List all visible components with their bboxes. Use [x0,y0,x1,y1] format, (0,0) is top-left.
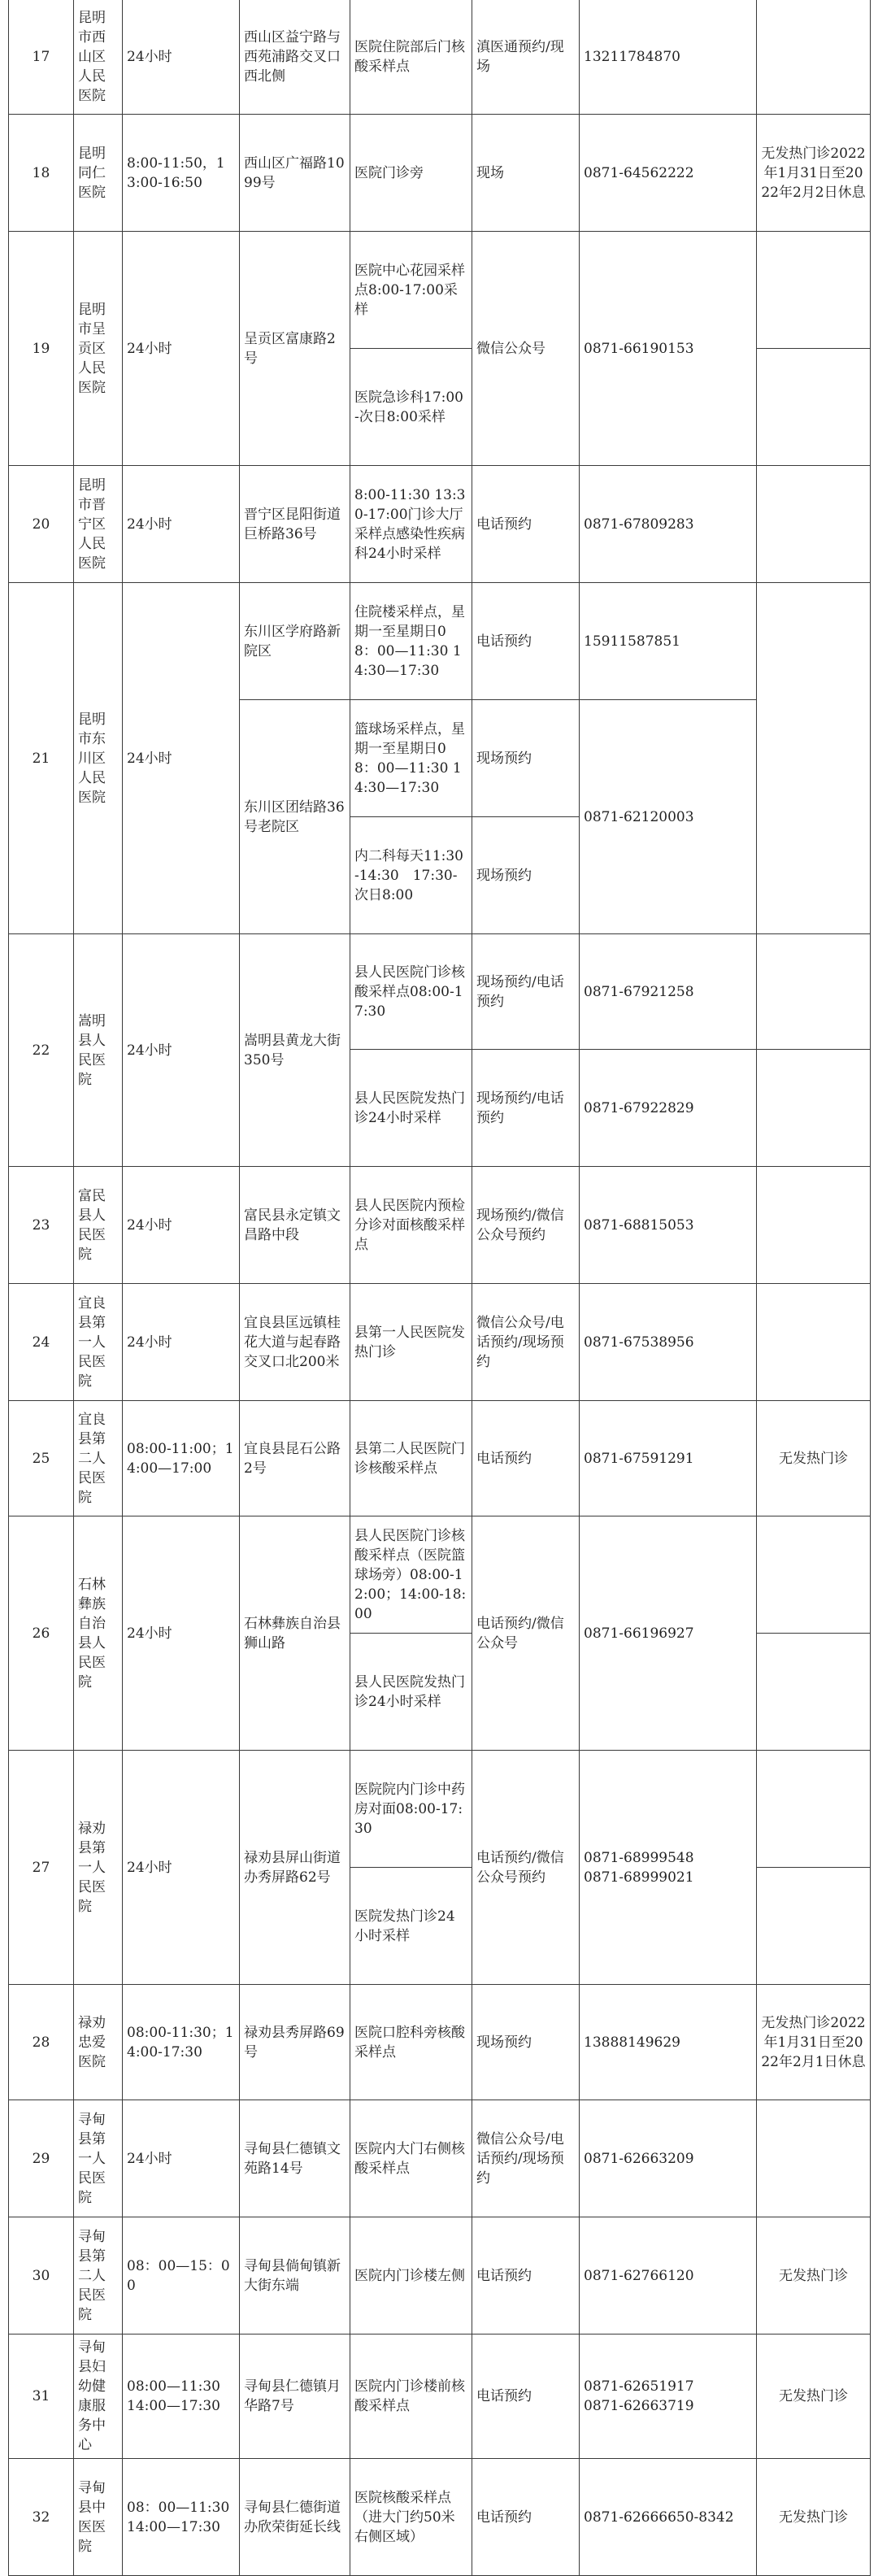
notes [757,232,871,349]
phone: 13211784870 [580,0,757,115]
notes: 无发热门诊 [757,2459,871,2576]
booking-method: 电话预约/微信公众号预约 [472,1751,580,1985]
address: 东川区团结路36号老院区 [240,700,350,934]
booking-method: 滇医通预约/现场 [472,0,580,115]
sampling-point: 医院门诊旁 [350,115,472,232]
row-number: 22 [9,934,74,1167]
hospital-name: 富民县人民医院 [74,1167,123,1284]
table-row [9,1751,871,1868]
phone [580,2334,757,2459]
booking-method: 现场 [472,115,580,232]
table-row [9,115,871,232]
row-number: 29 [9,2100,74,2217]
address: 宜良县匡远镇桂花大道与起春路交叉口北200米 [240,1284,350,1401]
testing-sites-table [8,0,871,2576]
address: 寻甸县仁德镇月华路7号 [240,2334,350,2459]
sampling-point: 县第二人民医院门诊核酸采样点 [350,1401,472,1516]
hospital-name: 宜良县第二人民医院 [74,1401,123,1516]
notes [757,466,871,583]
table-row [9,583,871,700]
booking-method: 微信公众号 [472,232,580,466]
table-row [9,2334,871,2459]
phone: 0871-62666650-8342 [580,2459,757,2576]
row-number: 26 [9,1516,74,1751]
sampling-point: 县人民医院发热门诊24小时采样 [350,1634,472,1751]
row-number: 19 [9,232,74,466]
notes: 无发热门诊2022年1月31日至2022年2月1日休息 [757,1985,871,2100]
booking-method: 电话预约/微信公众号 [472,1516,580,1751]
booking-method: 电话预约 [472,2334,580,2459]
service-hours [123,2459,240,2576]
sampling-point: 医院内大门右侧核酸采样点 [350,2100,472,2217]
service-hours: 08：00—15：00 [123,2217,240,2334]
phone-numbers: 0871-68999548 0871-68999021 [584,1849,694,1886]
address: 禄劝县秀屏路69号 [240,1985,350,2100]
row-number: 17 [9,0,74,115]
booking-method: 电话预约 [472,1401,580,1516]
sampling-point: 医院口腔科旁核酸采样点 [350,1985,472,2100]
table-row [9,0,871,115]
booking-method: 电话预约 [472,2459,580,2576]
row-number: 21 [9,583,74,934]
hospital-name: 昆明市晋宁区人民医院 [74,466,123,583]
hospital-name: 昆明市呈贡区人民医院 [74,232,123,466]
phone: 0871-67538956 [580,1284,757,1401]
notes [757,583,871,934]
row-number: 20 [9,466,74,583]
service-hours: 08:00-11:30；14:00-17:30 [123,1985,240,2100]
service-hours: 24小时 [123,1751,240,1985]
row-number: 24 [9,1284,74,1401]
address: 禄劝县屏山街道办秀屏路62号 [240,1751,350,1985]
booking-method: 现场预约 [472,700,580,817]
hospital-name: 寻甸县中医医院 [74,2459,123,2576]
row-number: 25 [9,1401,74,1516]
phone: 0871-66196927 [580,1516,757,1751]
booking-method: 微信公众号/电话预约/现场预约 [472,1284,580,1401]
booking-method: 现场预约 [472,1985,580,2100]
booking-method: 电话预约 [472,466,580,583]
sampling-point: 县人民医院发热门诊24小时采样 [350,1050,472,1167]
phone: 0871-67922829 [580,1050,757,1167]
sampling-point: 内二科每天11:30-14:30 17:30-次日8:00 [350,817,472,934]
service-hours: 24小时 [123,583,240,934]
sampling-point: 县人民医院内预检分诊对面核酸采样点 [350,1167,472,1284]
hospital-name: 石林彝族自治县人民医院 [74,1516,123,1751]
sampling-point: 医院院内门诊中药房对面08:00-17:30 [350,1751,472,1868]
notes: 无发热门诊 [757,2217,871,2334]
sampling-point: 医院内门诊楼左侧 [350,2217,472,2334]
row-number: 18 [9,115,74,232]
table-row [9,2100,871,2217]
row-number: 23 [9,1167,74,1284]
address: 西山区益宁路与西苑浦路交叉口西北侧 [240,0,350,115]
hospital-name: 昆明市西山区人民医院 [74,0,123,115]
notes [757,1284,871,1401]
notes [757,1167,871,1284]
sampling-point: 县人民医院门诊核酸采样点（医院篮球场旁）08:00-12:00；14:00-18:00 [350,1516,472,1634]
table-row [9,1516,871,1634]
hospital-name: 宜良县第一人民医院 [74,1284,123,1401]
phone: 0871-62120003 [580,700,757,934]
notes: 无发热门诊 [757,1401,871,1516]
notes [757,0,871,115]
phone: 0871-66190153 [580,232,757,466]
sampling-point: 县第一人民医院发热门诊 [350,1284,472,1401]
service-hours: 24小时 [123,934,240,1167]
service-hours: 24小时 [123,1284,240,1401]
address: 寻甸县仁德街道办欣荣街延长线 [240,2459,350,2576]
sampling-point: 医院发热门诊24小时采样 [350,1868,472,1985]
service-hours: 24小时 [123,1167,240,1284]
address: 晋宁区昆阳街道巨桥路36号 [240,466,350,583]
service-hours: 24小时 [123,232,240,466]
notes [757,1050,871,1167]
sampling-point: 医院中心花园采样点8:00-17:00采样 [350,232,472,349]
sampling-point: 医院内门诊楼前核酸采样点 [350,2334,472,2459]
notes [757,1751,871,1868]
notes: 无发热门诊2022年1月31日至2022年2月2日休息 [757,115,871,232]
hospital-name: 禄劝忠爱医院 [74,1985,123,2100]
hospital-name: 昆明同仁医院 [74,115,123,232]
sampling-point: 县人民医院门诊核酸采样点08:00-17:30 [350,934,472,1050]
address: 嵩明县黄龙大街350号 [240,934,350,1167]
address: 宜良县昆石公路2号 [240,1401,350,1516]
table-row [9,232,871,349]
table-row [9,1284,871,1401]
notes [757,1516,871,1634]
booking-method: 现场预约/电话预约 [472,934,580,1050]
booking-method: 电话预约 [472,583,580,700]
phone: 0871-62766120 [580,2217,757,2334]
hospital-name: 禄劝县第一人民医院 [74,1751,123,1985]
phone: 0871-67591291 [580,1401,757,1516]
phone-numbers: 0871-62651917 0871-62663719 [584,2378,694,2414]
hospital-name: 寻甸县第一人民医院 [74,2100,123,2217]
row-number: 32 [9,2459,74,2576]
row-number: 30 [9,2217,74,2334]
hospital-name: 寻甸县妇幼健康服务中心 [74,2334,123,2459]
booking-method: 现场预约/微信公众号预约 [472,1167,580,1284]
hospital-name: 昆明市东川区人民医院 [74,583,123,934]
address: 东川区学府路新院区 [240,583,350,700]
phone: 13888149629 [580,1985,757,2100]
row-number: 28 [9,1985,74,2100]
sampling-point: 医院急诊科17:00-次日8:00采样 [350,349,472,466]
phone: 15911587851 [580,583,757,700]
phone: 0871-68815053 [580,1167,757,1284]
phone: 0871-67809283 [580,466,757,583]
service-hours-text: 08：00—11:30 14:00—17:30 [127,2499,230,2535]
hospital-name: 嵩明县人民医院 [74,934,123,1167]
address: 富民县永定镇文昌路中段 [240,1167,350,1284]
booking-method: 电话预约 [472,2217,580,2334]
booking-method: 微信公众号/电话预约/现场预约 [472,2100,580,2217]
service-hours: 24小时 [123,466,240,583]
notes [757,934,871,1050]
notes [757,349,871,466]
table-row [9,1167,871,1284]
service-hours: 08:00-11:00；14:00—17:00 [123,1401,240,1516]
table-row [9,1401,871,1516]
service-hours: 24小时 [123,0,240,115]
service-hours: 24小时 [123,1516,240,1751]
booking-method: 现场预约 [472,817,580,934]
sampling-point: 医院住院部后门核酸采样点 [350,0,472,115]
table-row [9,466,871,583]
row-number: 27 [9,1751,74,1985]
phone: 0871-62663209 [580,2100,757,2217]
service-hours [123,2334,240,2459]
service-hours-text: 08:00—11:30 14:00—17:30 [127,2378,220,2414]
phone: 0871-67921258 [580,934,757,1050]
phone: 0871-64562222 [580,115,757,232]
row-number: 31 [9,2334,74,2459]
address: 寻甸县仁德镇文苑路14号 [240,2100,350,2217]
table-row [9,2459,871,2576]
notes: 无发热门诊 [757,2334,871,2459]
address: 寻甸县倘甸镇新大街东端 [240,2217,350,2334]
table-row [9,934,871,1050]
table-row [9,1985,871,2100]
service-hours: 24小时 [123,2100,240,2217]
notes [757,1868,871,1985]
notes [757,2100,871,2217]
hospital-name: 寻甸县第二人民医院 [74,2217,123,2334]
sampling-point: 8:00-11:30 13:30-17:00门诊大厅采样点感染性疾病科24小时采样 [350,466,472,583]
address: 西山区广福路1099号 [240,115,350,232]
address: 石林彝族自治县狮山路 [240,1516,350,1751]
service-hours: 8:00-11:50，13:00-16:50 [123,115,240,232]
table-row [9,2217,871,2334]
notes [757,1634,871,1751]
address: 呈贡区富康路2号 [240,232,350,466]
phone [580,1751,757,1985]
sampling-point: 篮球场采样点，星期一至星期日08：00—11:30 14:30—17:30 [350,700,472,817]
booking-method: 现场预约/电话预约 [472,1050,580,1167]
sampling-point: 住院楼采样点，星期一至星期日08：00—11:30 14:30—17:30 [350,583,472,700]
sampling-point: 医院核酸采样点（进大门约50米右侧区域） [350,2459,472,2576]
